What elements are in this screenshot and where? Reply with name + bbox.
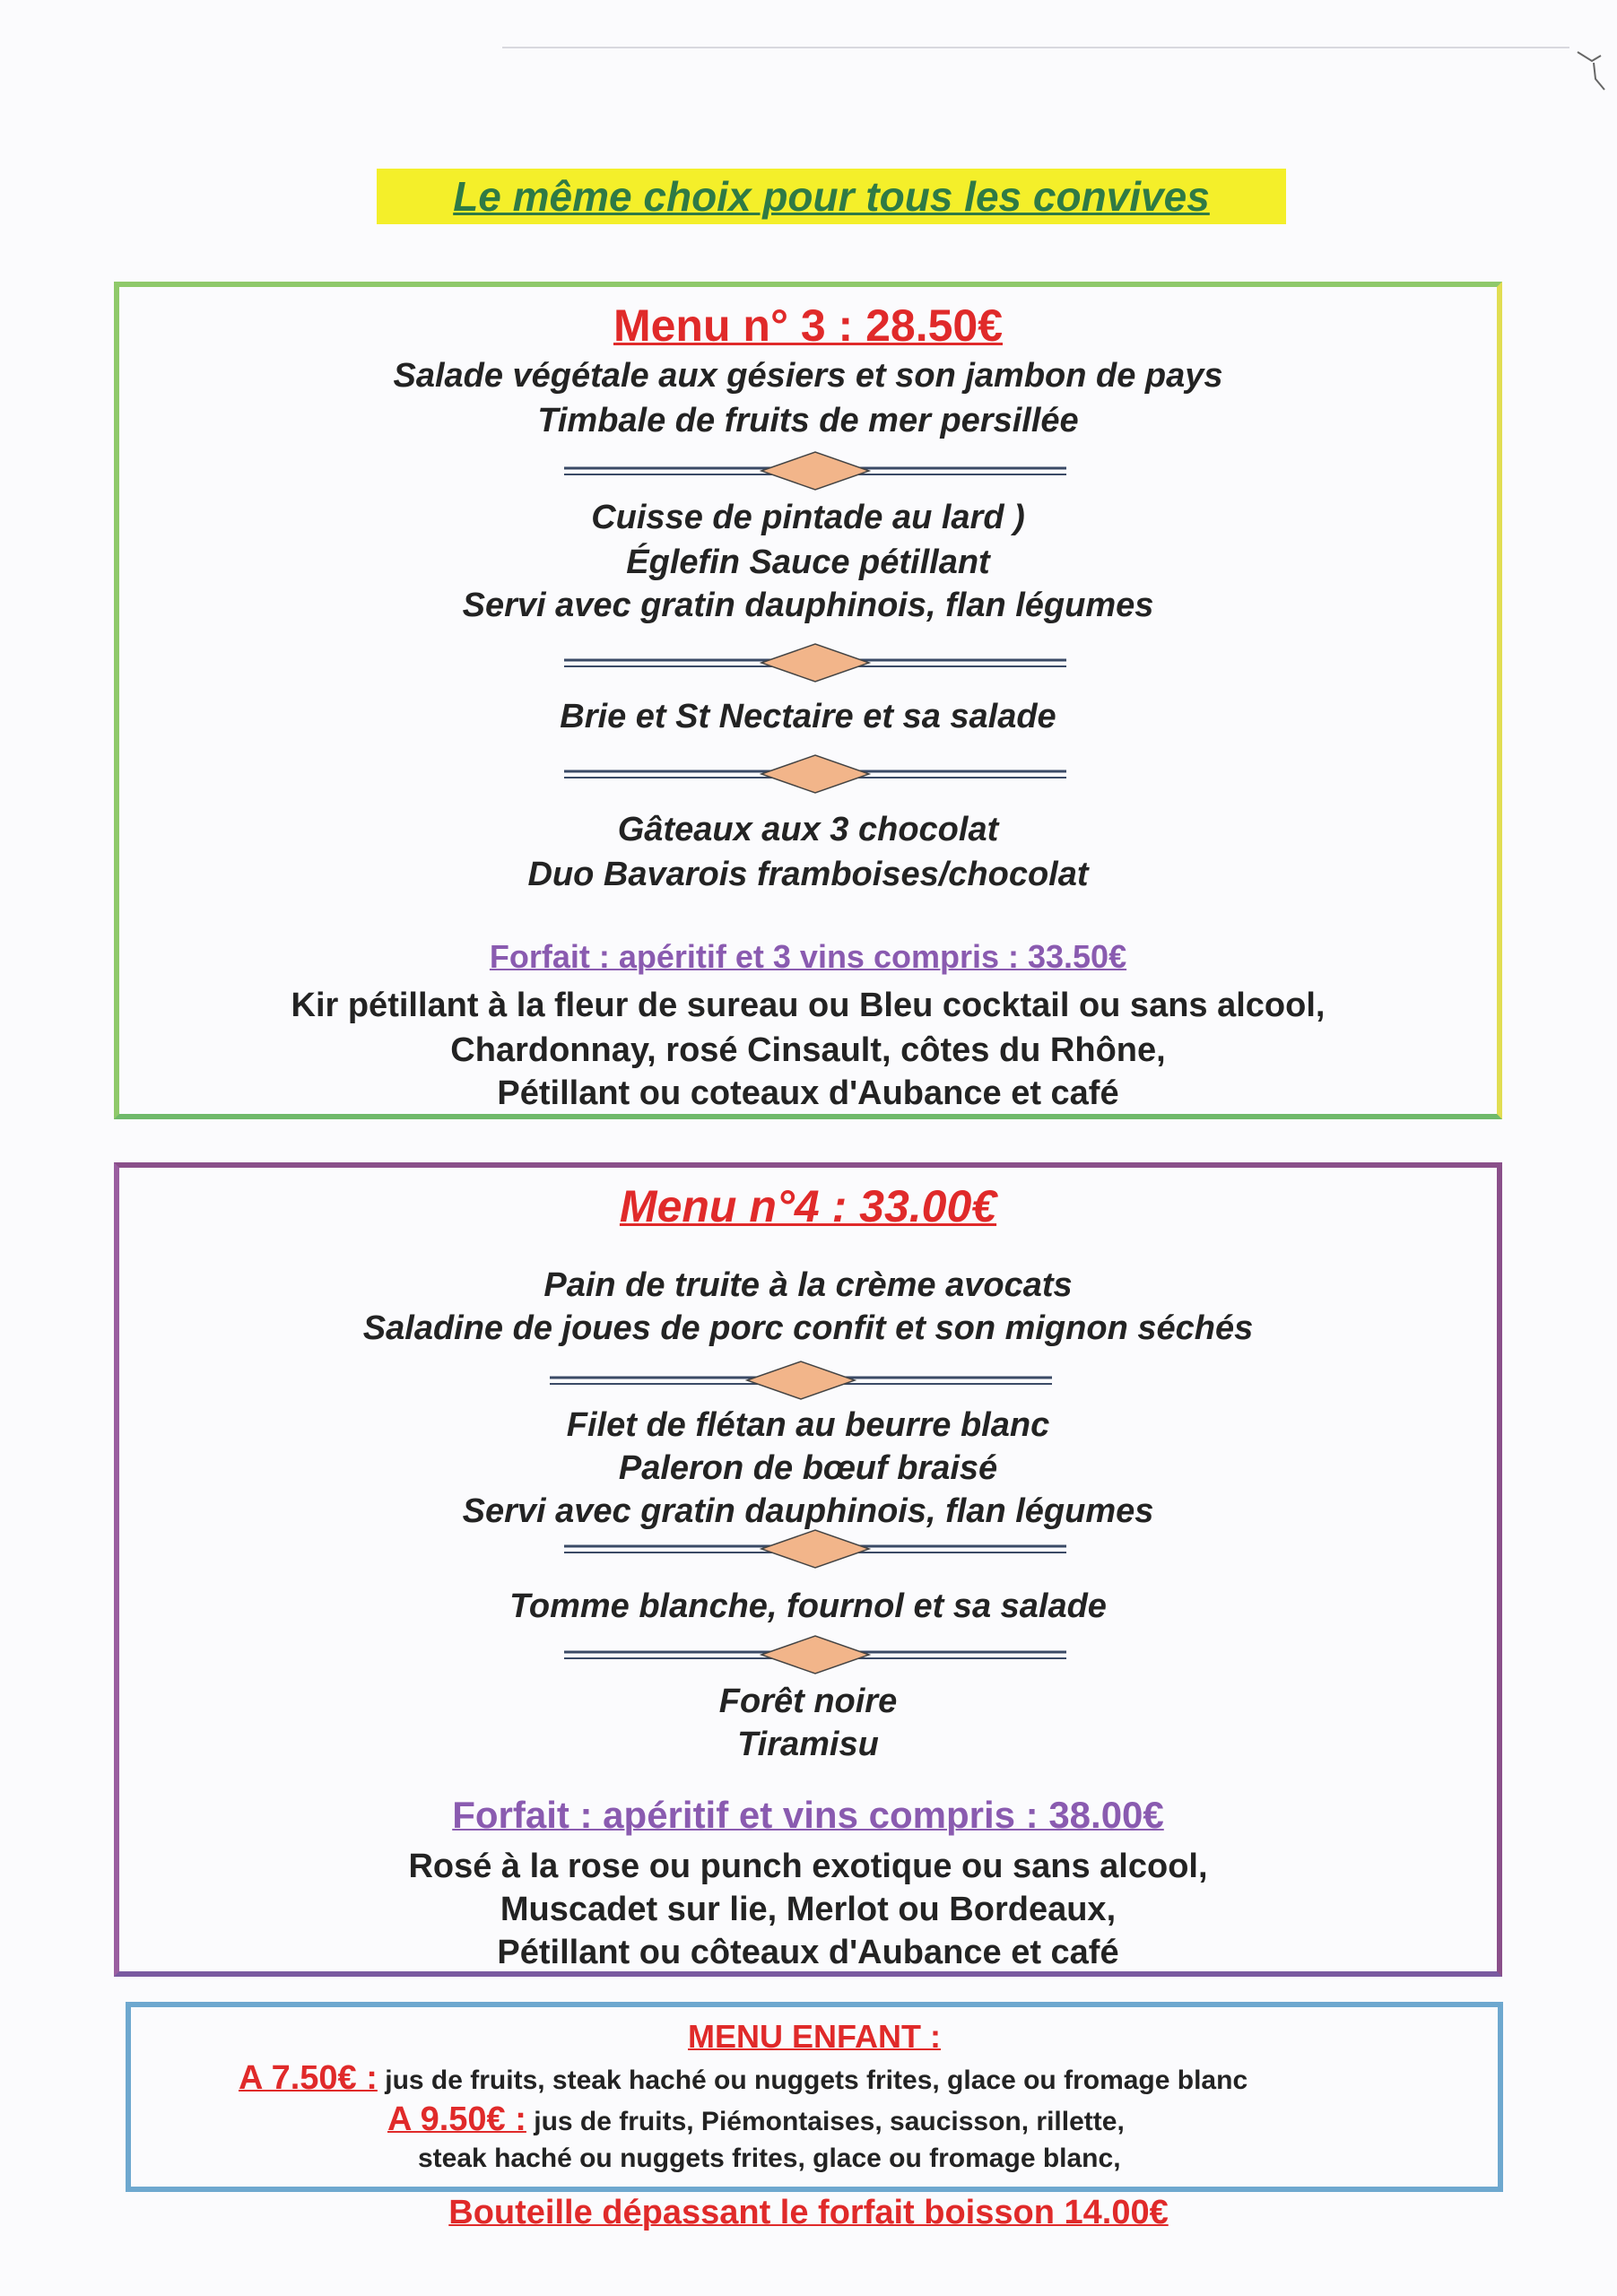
menu-3-main: Cuisse de pintade au lard ): [591, 499, 1025, 536]
menu-4-main: Filet de flétan au beurre blanc: [566, 1406, 1050, 1444]
menu-3-title: Menu n° 3 : 28.50€: [613, 300, 1004, 351]
kids-menu-option: [239, 2059, 1248, 2098]
menu-3-dessert: Duo Bavarois framboises/chocolat: [527, 856, 1089, 893]
menu-4-starter: Pain de truite à la crème avocats: [543, 1266, 1073, 1304]
menu-4-forfait-line: Rosé à la rose ou punch exotique ou sans alcool,: [408, 1848, 1208, 1885]
menu-4-cheese: Tomme blanche, fournol et sa salade: [509, 1587, 1107, 1625]
menu-3-forfait-title: Forfait : apéritif et 3 vins compris : 33.50€: [489, 938, 1127, 975]
menu-4-title: Menu n°4 : 33.00€: [619, 1181, 997, 1231]
bottle-note: Bouteille dépassant le forfait boisson 14.00€: [448, 2194, 1169, 2231]
kids-menu-title: MENU ENFANT :: [688, 2018, 941, 2055]
kids-menu-box: [126, 2002, 1503, 2192]
header-title: Le même choix pour tous les convives: [453, 173, 1210, 220]
menu-3-main: Églefin Sauce pétillant: [626, 544, 990, 581]
menu-4-dessert: Tiramisu: [737, 1726, 879, 1763]
divider-diamond-icon: [550, 1358, 1052, 1403]
menu-3-cheese: Brie et St Nectaire et sa salade: [560, 698, 1056, 735]
page-header: [377, 169, 1286, 224]
divider-diamond-icon: [564, 1526, 1066, 1571]
menu-4-dessert: Forêt noire: [718, 1683, 898, 1720]
kids-menu-option: [387, 2100, 1125, 2139]
menu-4-forfait-line: Muscadet sur lie, Merlot ou Bordeaux,: [500, 1891, 1117, 1928]
kids-option-text: jus de fruits, steak haché ou nuggets frites, glace ou fromage blanc: [377, 2066, 1248, 2095]
menu-4-forfait-title: Forfait : apéritif et vins compris : 38.00€: [452, 1794, 1164, 1836]
kids-option-text: steak haché ou nuggets frites, glace ou fromage blanc,: [418, 2144, 1121, 2173]
kids-option-text: jus de fruits, Piémontaises, saucisson, rillette,: [526, 2107, 1125, 2136]
menu-3-dessert: Gâteaux aux 3 chocolat: [617, 811, 999, 848]
menu-4-main: Paleron de bœuf braisé: [618, 1449, 998, 1487]
menu-3-starter: Timbale de fruits de mer persillée: [537, 402, 1079, 439]
kids-price: A 9.50€ :: [387, 2100, 526, 2138]
menu-3-starter: Salade végétale aux gésiers et son jambon de pays: [393, 357, 1223, 395]
menu-3-forfait-line: Kir pétillant à la fleur de sureau ou Bleu cocktail ou sans alcool,: [291, 987, 1326, 1024]
kids-price: A 7.50€ :: [239, 2059, 378, 2097]
menu-3-main: Servi avec gratin dauphinois, flan légumes: [462, 587, 1154, 624]
menu-3-forfait-line: Chardonnay, rosé Cinsault, côtes du Rhône,: [450, 1031, 1166, 1069]
divider-diamond-icon: [564, 640, 1066, 685]
divider-diamond-icon: [564, 752, 1066, 796]
menu-4-box: [114, 1162, 1502, 1977]
scan-corner-mark: [1574, 43, 1610, 97]
menu-4-starter: Saladine de joues de porc confit et son mignon séchés: [362, 1309, 1254, 1347]
scan-edge-line: [502, 47, 1569, 48]
menu-3-box: [114, 282, 1502, 1119]
menu-4-forfait-line: Pétillant ou côteaux d'Aubance et café: [497, 1934, 1119, 1971]
menu-3-forfait-line: Pétillant ou coteaux d'Aubance et café: [497, 1074, 1119, 1112]
divider-diamond-icon: [564, 1632, 1066, 1677]
divider-diamond-icon: [564, 448, 1066, 493]
menu-4-main: Servi avec gratin dauphinois, flan légumes: [462, 1492, 1154, 1530]
